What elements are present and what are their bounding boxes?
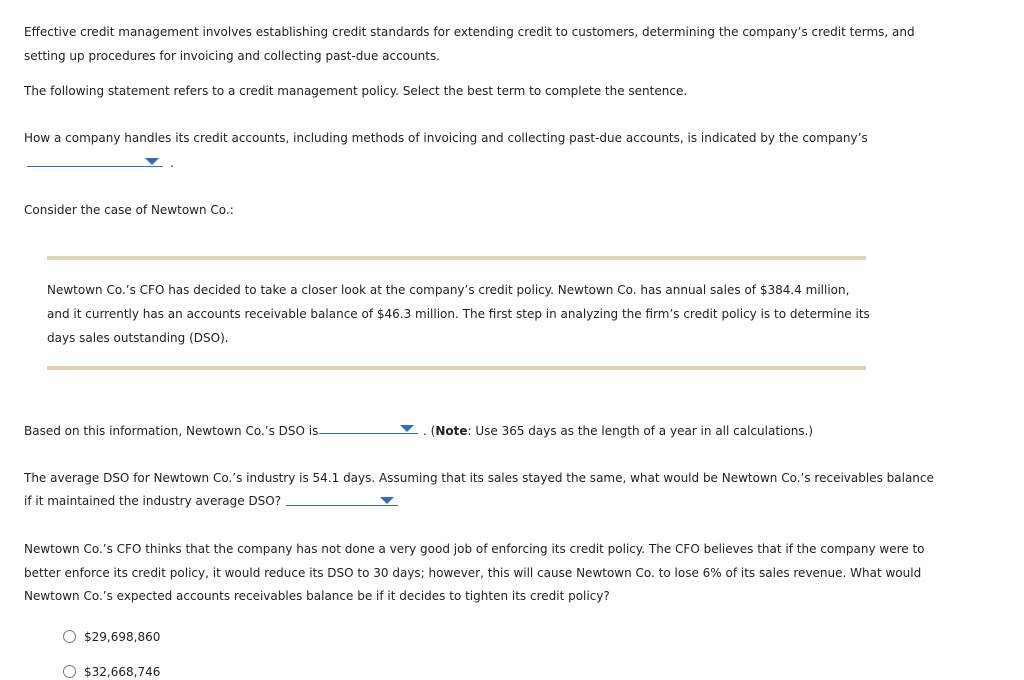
q4-line-1: Newtown Co.’s CFO thinks that the company has not done a very good job of enforcing its credit policy. The CFO believes that if the company were to [24,542,925,556]
chevron-down-icon [145,158,159,165]
case-line-3: days sales outstanding (DSO). [47,331,229,345]
q1-text: How a company handles its credit accounts, including methods of invoicing and collecting past-due accounts, is indicated by the company’s [24,131,868,145]
q4-line-3: Newtown Co.’s expected accounts receivables balance be if it decides to tighten its credit policy? [24,589,610,603]
case-top-divider [47,256,866,260]
case-line-1: Newtown Co.’s CFO has decided to take a closer look at the company’s credit policy. Newtown Co. has annual sales of $384.4 million, [47,283,850,297]
case-bottom-divider [47,366,866,370]
case-line-2: and it currently has an accounts receivable balance of $46.3 million. The first step in analyzing the firm’s credit policy is to determine its [47,307,870,321]
intro-line-2: setting up procedures for invoicing and collecting past-due accounts. [24,49,441,63]
q3-line-2: if it maintained the industry average DSO? [24,494,282,508]
q1-period: . [170,156,174,170]
option-1-label[interactable]: $29,698,860 [84,630,161,644]
q2-prefix: Based on this information, Newtown Co.’s DSO is [24,424,319,438]
q2-note-rest: : Use 365 days as the length of a year in all calculations.) [467,424,814,438]
q2-note [423,423,813,439]
consider-heading: Consider the case of Newtown Co.: [24,203,234,217]
option-2-radio[interactable] [63,665,76,678]
chevron-down-icon [400,425,414,432]
receivables-balance-dropdown[interactable] [286,497,398,506]
option-2-label[interactable]: $32,668,746 [84,665,161,679]
credit-term-dropdown[interactable] [27,158,163,167]
instruction-text: The following statement refers to a credit management policy. Select the best term to complete the sentence. [24,84,688,98]
chevron-down-icon [380,497,394,504]
q4-line-2: better enforce its credit policy, it would reduce its DSO to 30 days; however, this will cause Newtown Co. to lose 6% of its sales revenue. What would [24,566,922,580]
option-1-radio[interactable] [63,630,76,643]
dso-dropdown[interactable] [319,425,418,434]
q3-line-1: The average DSO for Newtown Co.’s industry is 54.1 days. Assuming that its sales stayed the same, what would be Newtown Co.’s receivables balance [24,471,934,485]
intro-line-1: Effective credit management involves establishing credit standards for extending credit to customers, determining the company’s credit terms, and [24,25,915,39]
q2-note-open: . ( [423,424,436,438]
q2-note-bold: Note [435,424,468,438]
